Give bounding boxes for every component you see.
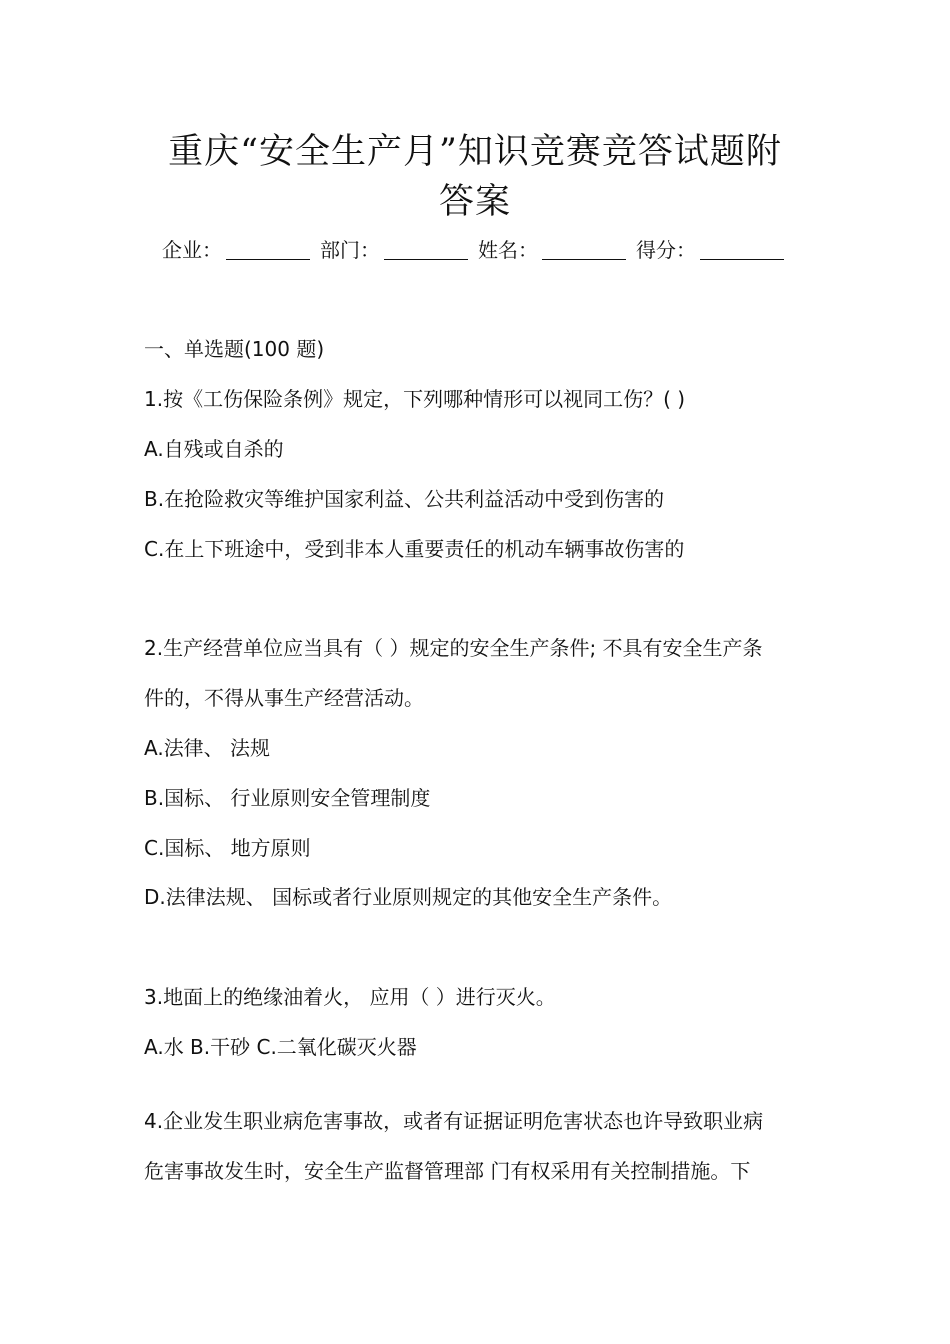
score-label: 得分： [636,238,696,262]
document-title-line-1: 重庆“安全生产月”知识竞赛竞答试题附 [168,132,782,172]
question-4-stem-line-2: 危害事故发生时，安全生产监督管理部 门有权采用有关控制措施。下 [144,1159,751,1183]
question-1-stem: 1.按《工伤保险条例》规定，下列哪种情形可以视同工伤？( ) [144,387,686,411]
question-3-options: A.水 B.干砂 C.二氧化碳灭火器 [144,1035,417,1059]
document-title-line-2: 答案 [438,182,511,222]
question-2-stem-line-2: 件的，不得从事生产经营活动。 [144,686,424,710]
department-label: 部门： [320,238,380,262]
question-1-option-b: B.在抢险救灾等维护国家利益、公共利益活动中受到伤害的 [144,487,665,511]
question-2-option-c: C.国标、 地方原则 [144,836,311,860]
question-2-stem-line-1: 2.生产经营单位应当具有（ ）规定的安全生产条件; 不具有安全生产条 [144,636,763,660]
score-field [636,234,784,266]
respondent-info-row [162,234,802,266]
department-field [320,234,468,266]
section-heading: 一、单选题(100 题) [144,337,325,361]
question-2-option-d: D.法律法规、 国标或者行业原则规定的其他安全生产条件。 [144,885,673,909]
question-3-stem: 3.地面上的绝缘油着火， 应用（ ）进行灭火。 [144,985,556,1009]
department-blank [384,239,468,260]
question-2-option-a: A.法律、 法规 [144,736,271,760]
question-1-option-c: C.在上下班途中，受到非本人重要责任的机动车辆事故伤害的 [144,537,685,561]
name-field [478,234,626,266]
name-blank [542,239,626,260]
name-label: 姓名： [478,238,538,262]
score-blank [700,239,784,260]
question-1-option-a: A.自残或自杀的 [144,437,284,461]
company-label: 企业： [162,238,222,262]
question-4-stem-line-1: 4.企业发生职业病危害事故，或者有证据证明危害状态也许导致职业病 [144,1109,764,1133]
company-blank [226,239,310,260]
company-field [162,234,310,266]
question-2-option-b: B.国标、 行业原则安全管理制度 [144,786,431,810]
